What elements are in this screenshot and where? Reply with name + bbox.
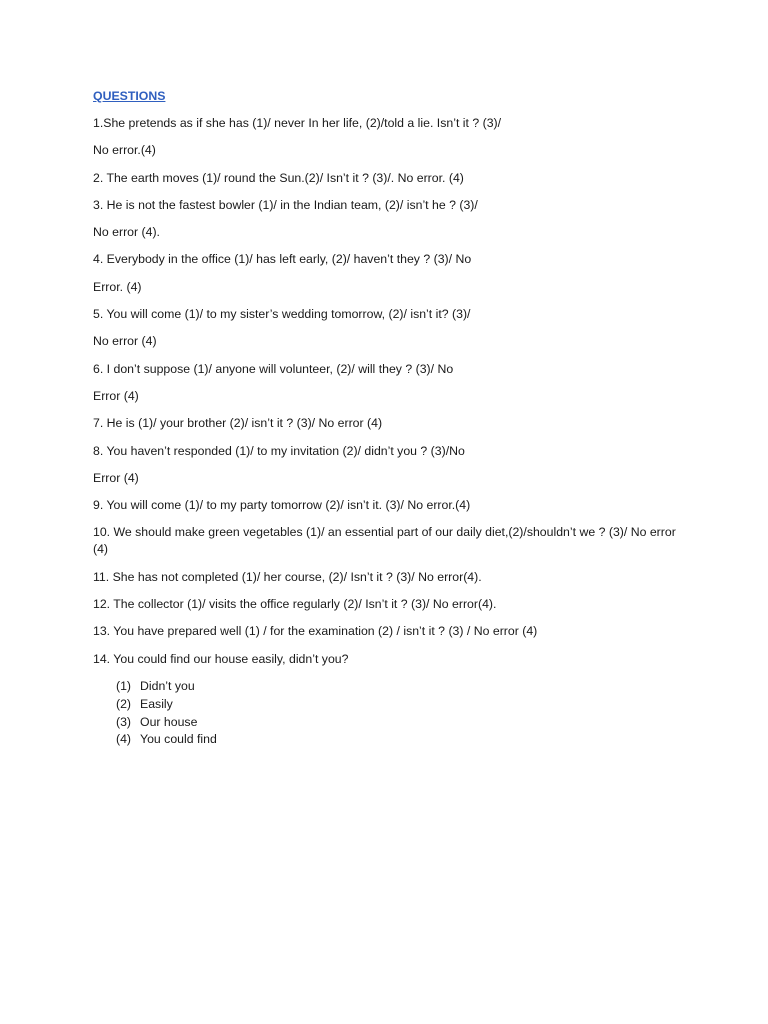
- option-number: (1): [116, 678, 132, 693]
- question-line: 3. He is not the fastest bowler (1)/ in the Indian team, (2)/ isn’t he ? (3)/: [93, 197, 478, 212]
- option-text: Easily: [140, 696, 173, 711]
- questions-heading: QUESTIONS: [93, 89, 166, 103]
- question-line: 2. The earth moves (1)/ round the Sun.(2)/ Isn’t it ? (3)/. No error. (4): [93, 170, 464, 185]
- question-line: 5. You will come (1)/ to my sister’s wedding tomorrow, (2)/ isn’t it? (3)/: [93, 307, 471, 322]
- option-number: (3): [116, 714, 132, 729]
- option-text: Our house: [140, 714, 198, 729]
- question-line: No error (4).: [93, 225, 160, 240]
- question-line: 11. She has not completed (1)/ her course, (2)/ Isn’t it ? (3)/ No error(4).: [93, 569, 482, 584]
- answer-option: [116, 731, 683, 749]
- answer-options-list: [116, 678, 683, 749]
- option-number: (2): [116, 696, 132, 711]
- question-line: Error. (4): [93, 279, 142, 294]
- answer-option: [116, 714, 683, 732]
- option-text: Didn’t you: [140, 678, 195, 693]
- question-line: 13. You have prepared well (1) / for the examination (2) / isn’t it ? (3) / No error (4): [93, 624, 538, 639]
- answer-option: [116, 678, 683, 696]
- question-line: 4. Everybody in the office (1)/ has left early, (2)/ haven’t they ? (3)/ No: [93, 252, 472, 267]
- document-page: [93, 88, 683, 749]
- question-line: Error (4): [93, 388, 139, 403]
- question-line: 8. You haven’t responded (1)/ to my invitation (2)/ didn’t you ? (3)/No: [93, 443, 465, 458]
- question-line: Error (4): [93, 470, 139, 485]
- answer-option: [116, 696, 683, 714]
- option-text: You could find: [140, 732, 217, 747]
- question-line: 10. We should make green vegetables (1)/ an essential part of our daily diet,(2)/shouldn’t we ? (3)/ No error (4): [93, 525, 676, 557]
- question-line: 7. He is (1)/ your brother (2)/ isn’t it ? (3)/ No error (4): [93, 416, 383, 431]
- question-line: 12. The collector (1)/ visits the office regularly (2)/ Isn’t it ? (3)/ No error(4).: [93, 597, 497, 612]
- question-line: 6. I don’t suppose (1)/ anyone will volunteer, (2)/ will they ? (3)/ No: [93, 361, 454, 376]
- option-number: (4): [116, 732, 132, 747]
- question-line: 9. You will come (1)/ to my party tomorrow (2)/ isn’t it. (3)/ No error.(4): [93, 498, 471, 513]
- question-line: 14. You could find our house easily, didn’t you?: [93, 651, 349, 666]
- question-line: No error.(4): [93, 143, 156, 158]
- question-line: No error (4): [93, 334, 157, 349]
- question-line: 1.She pretends as if she has (1)/ never In her life, (2)/told a lie. Isn’t it ? (3)/: [93, 116, 502, 130]
